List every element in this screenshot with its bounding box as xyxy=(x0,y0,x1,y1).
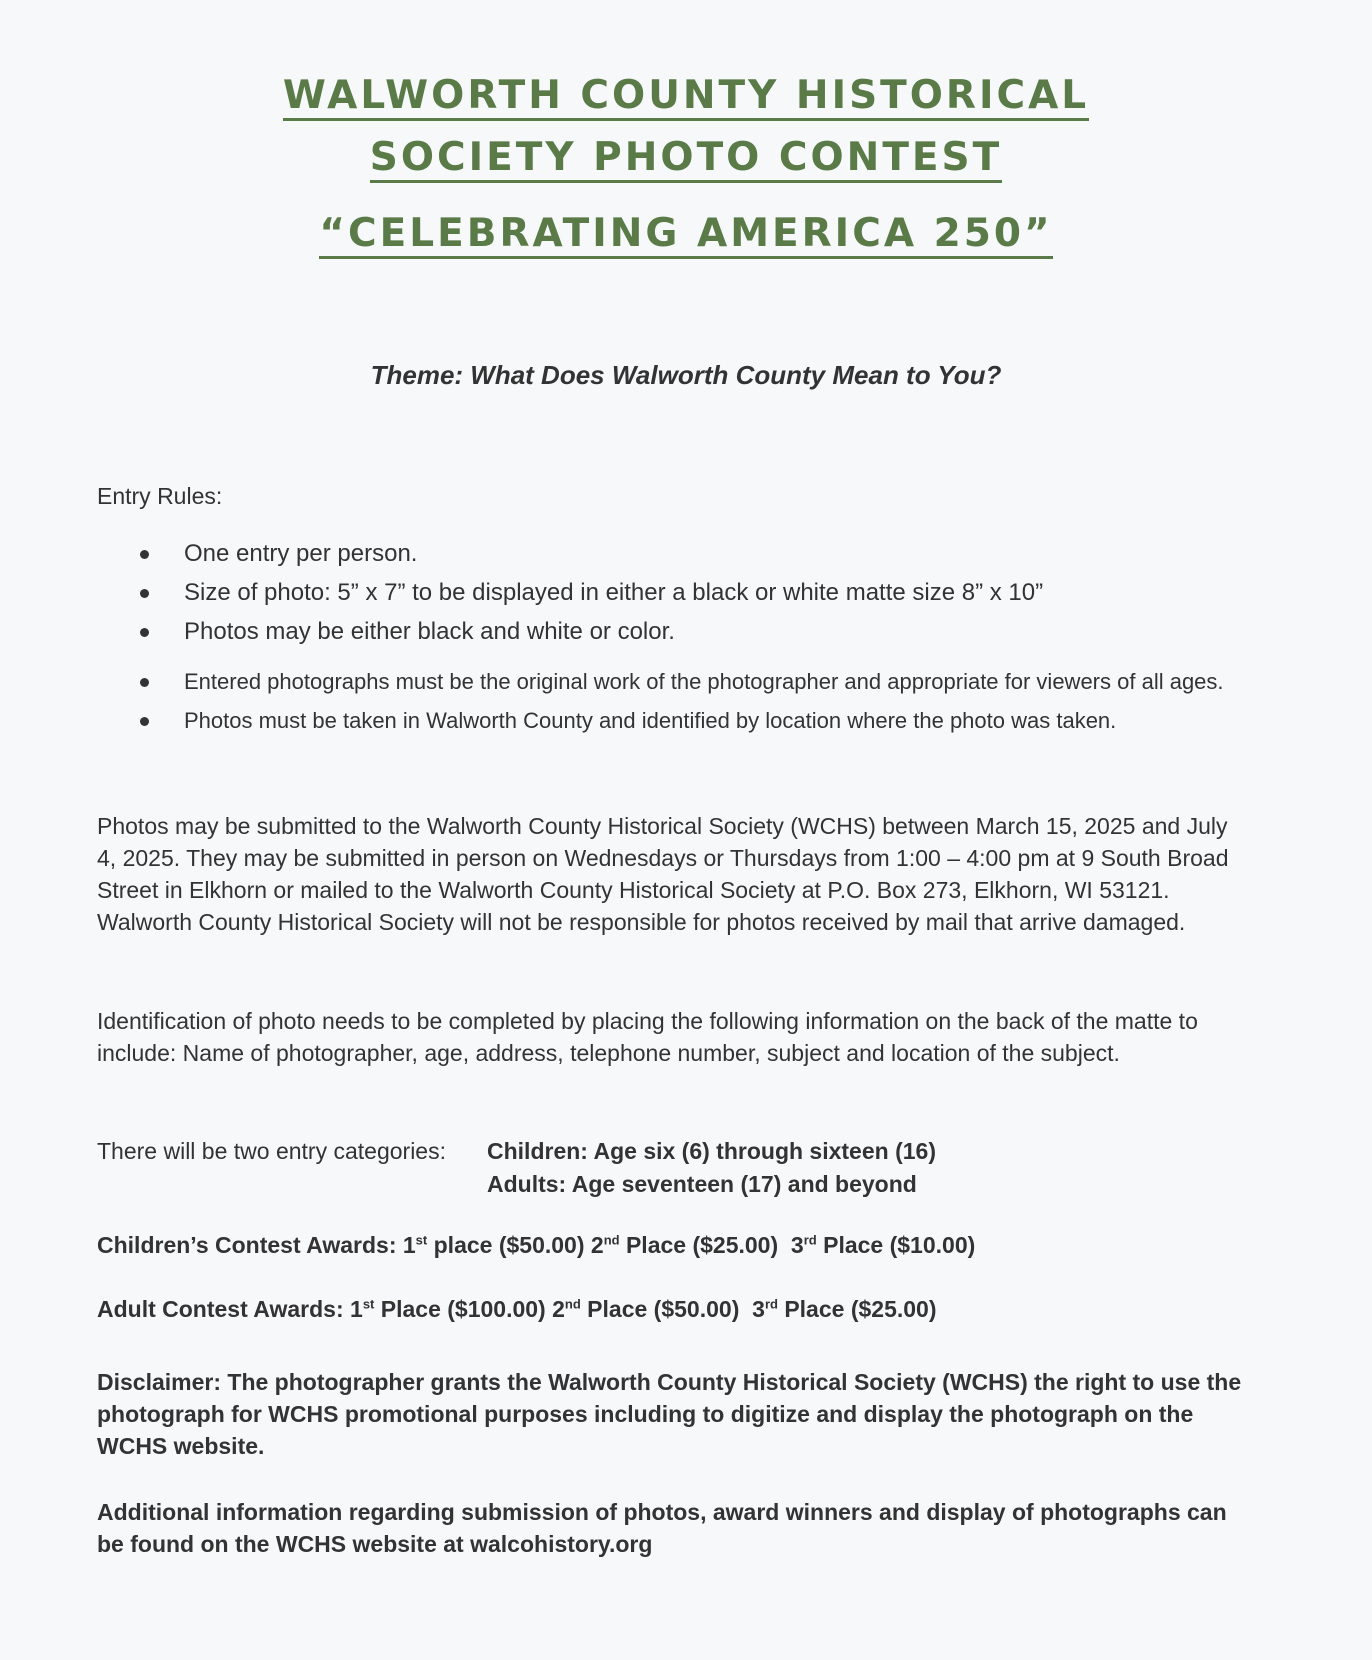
adult-second-text: Place ($50.00) xyxy=(580,1296,740,1322)
list-item xyxy=(140,666,1250,698)
list-item xyxy=(140,538,1250,570)
additional-info-paragraph: Additional information regarding submission of photos, award winners and display of photographs can be found on the WCHS website at walcohistory.org xyxy=(97,1499,1227,1557)
children-first-text: place ($50.00) xyxy=(427,1232,585,1258)
adult-first-sup: st xyxy=(362,1296,375,1312)
adult-awards xyxy=(97,1296,1247,1323)
adult-second-num: 2 xyxy=(552,1296,565,1322)
children-awards xyxy=(97,1232,1247,1259)
entry-rules-list xyxy=(140,538,1250,744)
list-item xyxy=(140,705,1250,737)
rule-text: Photos must be taken in Walworth County and identified by location where the photo was taken. xyxy=(184,708,1117,733)
adult-first-num: 1 xyxy=(350,1296,363,1322)
adult-second-sup: nd xyxy=(564,1296,581,1312)
submission-paragraph: Photos may be submitted to the Walworth County Historical Society (WCHS) between March 15, 2025 and July 4, 2025. They may be submitted in person on Wednesdays or Thursdays from 1:00 – 4:00 pm at 9 South Broad Street in Elkhorn or mailed to the Walworth County Historical Society at P.O. Box 273, Elkhorn, WI 53121. Walworth County Historical Society will not be responsible for photos received by mail that arrive damaged. xyxy=(97,813,1229,935)
bullet-icon xyxy=(140,589,149,598)
bullet-icon xyxy=(140,717,149,726)
children-second-num: 2 xyxy=(590,1232,604,1258)
title-line-1: WALWORTH COUNTY HISTORICAL xyxy=(283,74,1089,121)
category-children: Children: Age six (6) through sixteen (16) xyxy=(487,1138,936,1164)
disclaimer-paragraph: Disclaimer: The photographer grants the Walworth County Historical Society (WCHS) the right to use the photograph for WCHS promotional purposes including to digitize and display the photograph on the WCHS website. xyxy=(97,1369,1242,1459)
adult-third-num: 3 xyxy=(752,1296,765,1322)
rule-text: Size of photo: 5” x 7” to be displayed in either a black or white matte size 8” x 10” xyxy=(184,579,1044,606)
list-item xyxy=(140,616,1250,648)
rule-text: One entry per person. xyxy=(184,540,418,567)
bullet-icon xyxy=(140,628,149,637)
rule-text: Photos may be either black and white or color. xyxy=(184,618,675,645)
children-first-num: 1 xyxy=(402,1232,416,1258)
adult-third-text: Place ($25.00) xyxy=(777,1296,937,1322)
adult-awards-label: Adult Contest Awards: xyxy=(97,1296,344,1322)
bullet-icon xyxy=(140,678,149,687)
children-first-sup: st xyxy=(415,1232,428,1248)
rule-text: Entered photographs must be the original work of the photographer and appropriate for viewers of all ages. xyxy=(184,669,1224,694)
list-item xyxy=(140,577,1250,609)
theme-heading: Theme: What Does Walworth County Mean to You? xyxy=(370,360,1002,390)
bullet-icon xyxy=(140,550,149,559)
children-third-num: 3 xyxy=(790,1232,804,1258)
entry-rules-heading: Entry Rules: xyxy=(97,483,223,509)
categories-label: There will be two entry categories: xyxy=(97,1138,446,1164)
children-second-text: Place ($25.00) xyxy=(619,1232,779,1258)
adult-first-text: Place ($100.00) xyxy=(374,1296,546,1322)
category-adults: Adults: Age seventeen (17) and beyond xyxy=(487,1171,917,1197)
children-second-sup: nd xyxy=(603,1232,620,1248)
entry-categories xyxy=(97,1135,1247,1201)
title-line-3: “CELEBRATING AMERICA 250” xyxy=(319,212,1052,259)
adult-third-sup: rd xyxy=(764,1296,778,1312)
title-line-2: SOCIETY PHOTO CONTEST xyxy=(370,136,1003,183)
title-block xyxy=(0,74,1372,274)
children-third-text: Place ($10.00) xyxy=(816,1232,976,1258)
identification-paragraph: Identification of photo needs to be completed by placing the following information on the back of the matte to include: Name of photographer, age, address, telephone number, subject and location of the subject. xyxy=(97,1008,1198,1066)
children-third-sup: rd xyxy=(803,1232,817,1248)
children-awards-label: Children’s Contest Awards: xyxy=(97,1232,397,1258)
